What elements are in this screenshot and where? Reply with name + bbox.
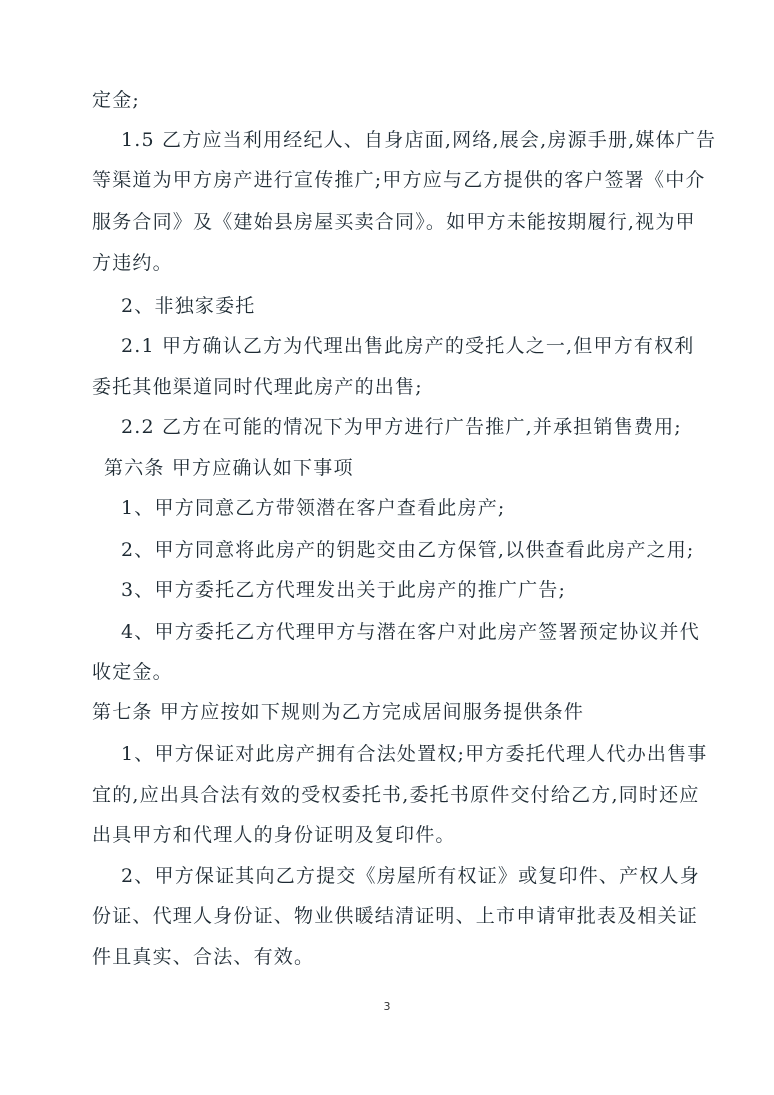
text-line-3: 等渠道为甲方房产进行宣传推广;甲方应与乙方提供的客户签署《中介	[92, 169, 706, 191]
text-line-13: 3、甲方委托乙方代理发出关于此房产的推广广告;	[121, 579, 567, 601]
text-line-18: 宜的,应出具合法有效的受权委托书,委托书原件交付给乙方,同时还应	[92, 784, 700, 806]
text-line-5: 方违约。	[92, 252, 173, 274]
text-line-19: 出具甲方和代理人的身份证明及复印件。	[92, 824, 456, 846]
text-line-21: 份证、代理人身份证、物业供暖结清证明、上市申请审批表及相关证	[92, 905, 699, 927]
text-line-20: 2、甲方保证其向乙方提交《房屋所有权证》或复印件、产权人身	[121, 865, 700, 887]
text-line-11: 1、甲方同意乙方带领潜在客户查看此房产;	[121, 497, 506, 519]
section-heading-article-7: 第七条 甲方应按如下规则为乙方完成居间服务提供条件	[92, 701, 585, 723]
text-line-4: 服务合同》及《建始县房屋买卖合同》。如甲方未能按期履行,视为甲	[92, 211, 696, 233]
text-line-7: 2.1 甲方确认乙方为代理出售此房产的受托人之一,但甲方有权利	[121, 335, 695, 357]
text-line-14: 4、甲方委托乙方代理甲方与潜在客户对此房产签署预定协议并代	[121, 621, 700, 643]
section-heading-article-6: 第六条 甲方应确认如下事项	[104, 457, 354, 479]
text-line-15: 收定金。	[92, 661, 173, 683]
text-line-9: 2.2 乙方在可能的情况下为甲方进行广告推广,并承担销售费用;	[121, 416, 682, 438]
text-line-8: 委托其他渠道同时代理此房产的出售;	[92, 376, 423, 398]
text-line-12: 2、甲方同意将此房产的钥匙交由乙方保管,以供查看此房产之用;	[121, 539, 695, 561]
text-line-22: 件且真实、合法、有效。	[92, 946, 315, 968]
text-line-6: 2、非独家委托	[121, 295, 256, 317]
text-line-17: 1、甲方保证对此房产拥有合法处置权;甲方委托代理人代办出售事	[121, 743, 708, 765]
text-line-2: 1.5 乙方应当利用经纪人、自身店面,网络,展会,房源手册,媒体广告	[121, 129, 717, 151]
text-line-1: 定金;	[92, 89, 141, 111]
page-number: 3	[383, 1000, 391, 1013]
